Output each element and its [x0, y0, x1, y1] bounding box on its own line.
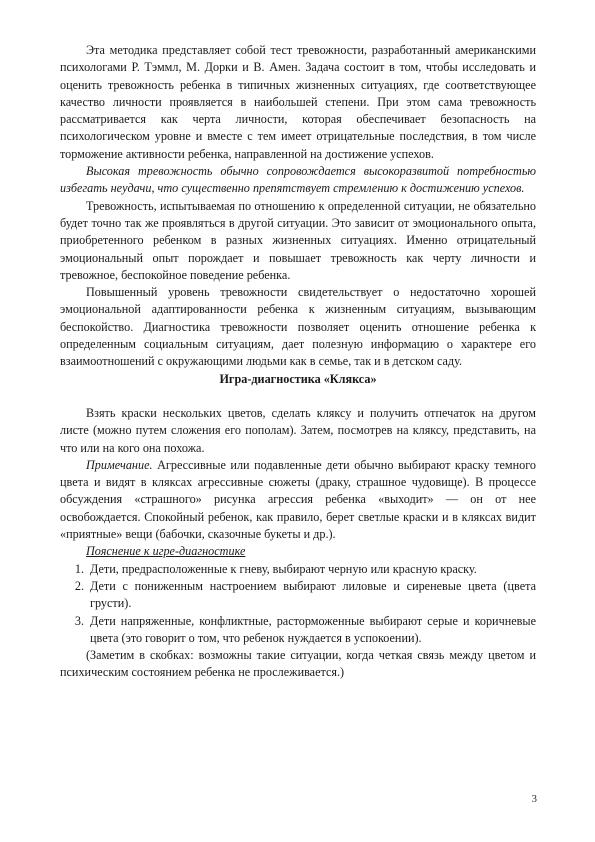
paragraph-diagnostics: Повышенный уровень тревожности свидетельствует о недостаточно хорошей эмоциональной адаптированности ребенка к жизненным ситуациям, вызывающим беспокойство. Диагностика тревожности позволяет оценить отношение ребенка к определенным социальным ситуациям, дает полезную информацию о характере его взаимоотношений с окружающими людьми как в семье, так и в детском саду.	[60, 285, 536, 369]
list-item	[60, 561, 536, 578]
list-item-number: 3.	[74, 613, 84, 628]
note-label: Примечание.	[86, 457, 153, 472]
list-item-number: 1.	[74, 561, 84, 576]
page-content	[60, 42, 536, 682]
page-number: 3	[531, 793, 537, 805]
list-item	[60, 578, 536, 613]
list-item-text: Дети напряженные, конфликтные, расторможенные выбирают серые и коричневые цвета (это говорит о том, что ребенок нуждается в успокоении).	[90, 613, 536, 645]
paragraph-situational-anxiety: Тревожность, испытываемая по отношению к определенной ситуации, не обязательно будет точно так же проявляться в другой ситуации. Это зависит от эмоционального опыта, приобретенного ребенком в разных жизненных ситуациях. Именно отрицательный эмоциональный опыт порождает и повышает тревожность как черту личности и тревожное, беспокойное поведение ребенка.	[60, 198, 536, 282]
color-explanation-list	[60, 561, 536, 647]
list-item-text: Дети с пониженным настроением выбирают лиловые и сиреневые цвета (цвета грусти).	[90, 578, 536, 611]
section-heading: Игра-диагностика «Клякса»	[219, 371, 377, 386]
list-item	[60, 613, 536, 648]
explanation-label: Пояснение к игре-диагностике	[86, 544, 246, 559]
paragraph-instruction: Взять краски нескольких цветов, сделать кляксу и получить отпечаток на другом листе (можно путем сложения его пополам). Затем, посмотрев на кляксу, представить, на что или на кого она похожа.	[60, 405, 536, 455]
list-item-text: Дети, предрасположенные к гневу, выбирают черную или красную краску.	[90, 561, 477, 576]
paragraph-intro: Эта методика представляет собой тест тревожности, разработанный американскими психологами Р. Тэммл, М. Дорки и В. Амен. Задача состоит в том, чтобы исследовать и оценить тревожность ребенка в типичных жизненных ситуациях, где соответствующее качество личности проявляется в наибольшей степени. При этом сама тревожность рассматривается как черта личности, которая обеспечивает безопасность на психологическом уровне и вместе с тем имеет отрицательные последствия, в том числе торможение активности ребенка, направленной на достижение успехов.	[60, 43, 536, 161]
paragraph-closing-remark: (Заметим в скобках: возможны такие ситуации, когда четкая связь между цветом и психическим состоянием ребенка не прослеживается.)	[60, 648, 536, 680]
note-text: Агрессивные или подавленные дети обычно выбирают краску темного цвета и видят в кляксах агрессивные сюжеты (драку, страшное чудовище). В процессе обсуждения «страшного» рисунка агрессия ребенка «выходит» — он от нее освобождается. Спокойный ребенок, как правило, берет светлые краски и в кляксах видит «приятные» вещи (бабочки, сказочные букеты и др.).	[60, 457, 536, 542]
paragraph-high-anxiety: Высокая тревожность обычно сопровождается высокоразвитой потребностью избегать неудачи, что существенно препятствует стремлению к достижению успехов.	[60, 164, 536, 196]
list-item-number: 2.	[74, 578, 84, 593]
paragraph-note	[60, 457, 536, 543]
paragraph-explanation-label	[60, 543, 536, 560]
